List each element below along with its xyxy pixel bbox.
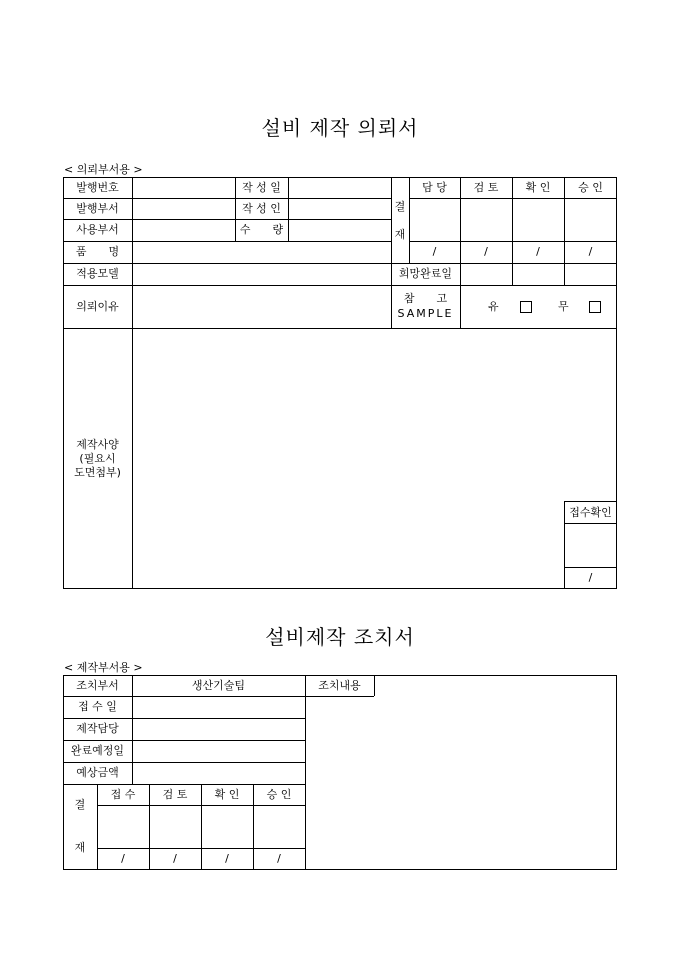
manager-label: 제작담당: [76, 722, 119, 735]
write-date-field[interactable]: [289, 178, 391, 198]
approval2-review: 검 토: [162, 788, 188, 801]
quantity-field[interactable]: [289, 220, 391, 241]
approval2-confirm: 확 인: [214, 788, 240, 801]
date-slash-3: /: [536, 245, 540, 258]
applied-model-label: 적용모델: [76, 267, 119, 280]
receipt-date-label: 접 수 일: [78, 700, 117, 713]
form1-section-label: < 의뢰부서용 >: [64, 163, 143, 176]
writer-label: 작 성 인: [242, 202, 281, 215]
approval-approve: 승 인: [578, 181, 603, 194]
receipt-confirm-label: 접수확인: [569, 506, 612, 519]
manager-field[interactable]: [133, 719, 305, 740]
approval-label-line2: 재: [394, 228, 406, 241]
approval2-label-line1: 결: [74, 798, 86, 811]
writer-field[interactable]: [289, 199, 391, 219]
approval2-label-line2: 재: [74, 841, 86, 854]
reference-label: 참 고: [403, 292, 448, 305]
issue-no-label: 발행번호: [76, 181, 119, 194]
action-dept-value: 생산기술팀: [191, 679, 246, 692]
form2-section-label: < 제작부서용 >: [64, 661, 143, 674]
desired-completion-label: 희망완료일: [398, 267, 453, 280]
quantity-label: 수 량: [239, 223, 284, 236]
spec-label-line1: 제작사양: [76, 438, 119, 451]
no-label: 무: [558, 300, 569, 313]
sample-label: SAMPLE: [397, 307, 454, 320]
approval-charge: 담 당: [422, 181, 447, 194]
approval-review: 검 토: [473, 181, 499, 194]
yes-label: 유: [488, 300, 499, 313]
approval2-slash-4: /: [277, 852, 281, 865]
spec-label-line2: (필요시: [79, 452, 116, 465]
request-reason-field[interactable]: [133, 286, 391, 328]
estimated-amount-label: 예상금액: [76, 766, 119, 779]
issue-dept-field[interactable]: [133, 199, 235, 219]
issue-dept-label: 발행부서: [76, 202, 119, 215]
action-dept-label: 조치부서: [76, 679, 119, 692]
action-content-field[interactable]: [306, 697, 616, 869]
form1-title: 설비 제작 의뢰서: [261, 116, 419, 140]
approval-label-line1: 결: [394, 200, 406, 213]
planned-completion-field[interactable]: [133, 741, 305, 762]
write-date-label: 작 성 일: [242, 181, 281, 194]
item-name-label: 품 명: [75, 245, 120, 258]
applied-model-field[interactable]: [133, 264, 391, 285]
receipt-date-slash: /: [588, 571, 593, 584]
date-slash-4: /: [588, 245, 593, 258]
no-checkbox[interactable]: [589, 301, 601, 313]
yes-checkbox[interactable]: [520, 301, 532, 313]
approval2-approve: 승 인: [266, 788, 292, 801]
action-content-label: 조치내용: [318, 679, 361, 692]
use-dept-label: 사용부서: [76, 223, 119, 236]
date-slash-1: /: [432, 245, 437, 258]
approval2-receipt: 접 수: [110, 788, 136, 801]
estimated-amount-field[interactable]: [133, 763, 305, 784]
approval2-slash-3: /: [225, 852, 229, 865]
item-name-field[interactable]: [133, 242, 391, 263]
use-dept-field[interactable]: [133, 220, 235, 241]
receipt-date-field[interactable]: [133, 697, 305, 718]
issue-no-field[interactable]: [133, 178, 235, 198]
form2-title: 설비제작 조치서: [265, 625, 415, 649]
approval2-slash-1: /: [121, 852, 125, 865]
request-reason-label: 의뢰이유: [76, 300, 119, 313]
approval-confirm: 확 인: [525, 181, 551, 194]
approval2-slash-2: /: [173, 852, 177, 865]
planned-completion-label: 완료예정일: [70, 744, 125, 757]
date-slash-2: /: [484, 245, 488, 258]
spec-label-line3: 도면첨부): [74, 466, 121, 479]
spec-field[interactable]: [133, 329, 564, 588]
